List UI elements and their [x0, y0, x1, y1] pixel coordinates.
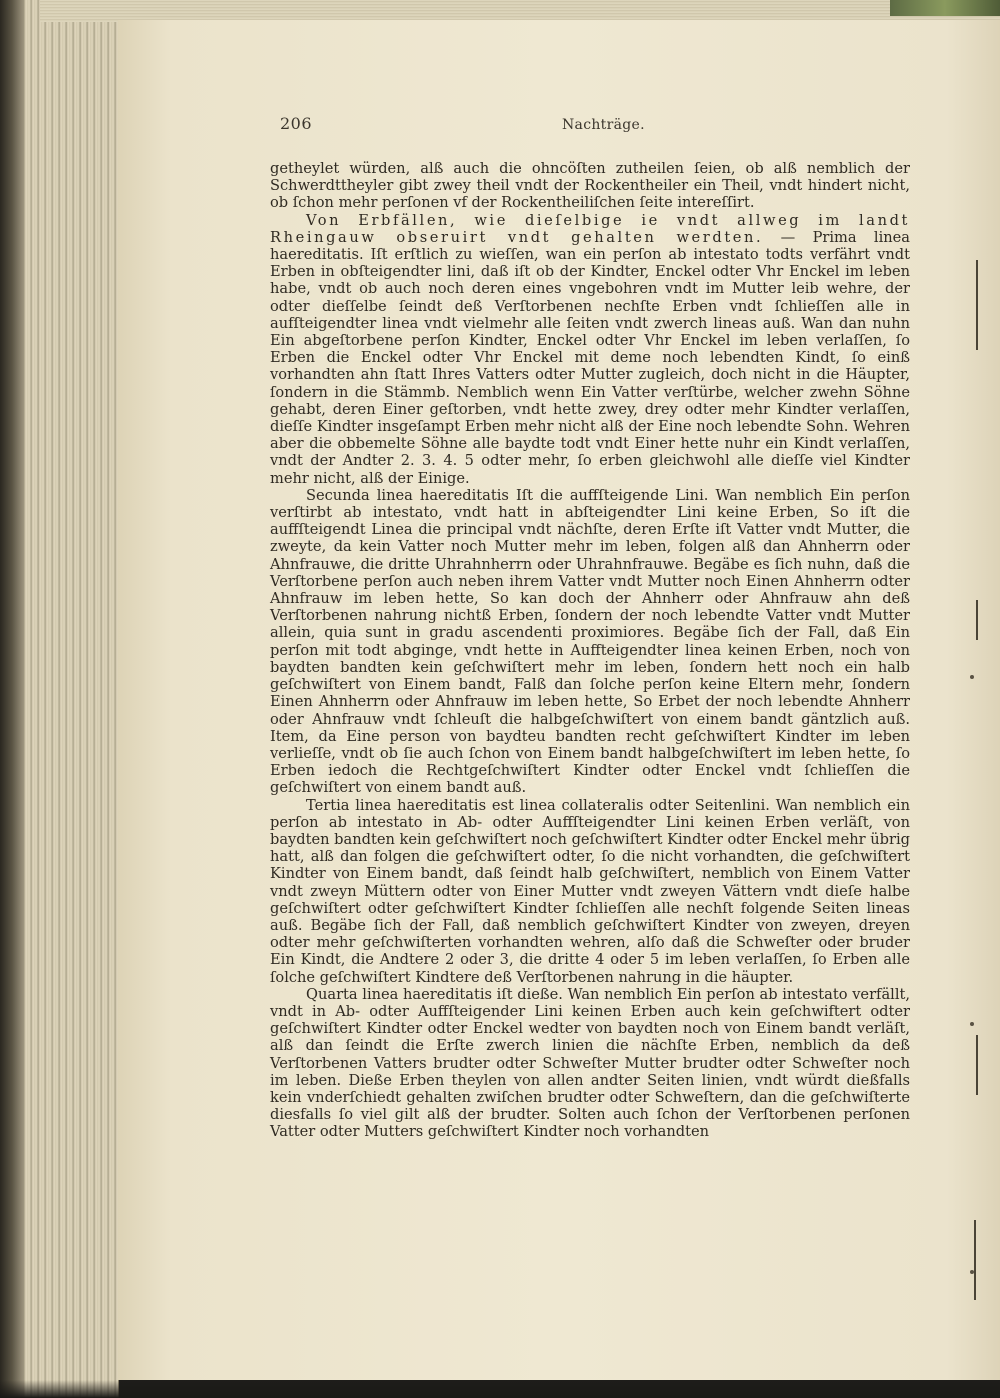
paragraph-4: Tertia linea haereditatis est linea collateralis odter Seitenlini. Wan nemblich ein perſon ab intestato in Ab- odter Auffſteigendter Lini keinen Erben verläſt, von baydten bandten kein geſchwiſtert noch geſchwiſtert Kindter odter Enckel mehr übrig hatt, alß dan folgen die geſchwiſtert odter, ſo die nicht vorhandten, die geſchwiſtert Kindter von Einem bandt, daß ſeindt halb geſchwiſtert, nemblich von Einem Vatter vndt zweyn Müttern odter von Einer Mutter vndt zweyen Vättern vndt dieſe halbe geſchwiſtert odter geſchwiſtert Kindter ſchlieſſen alle nechſt folgende Seiten lineas auß. Begäbe ſich der Fall, daß nemblich geſchwiſtert Kindter von zweyen, dreyen odter mehr geſchwiſterten vorhandten wehren, alſo daß die Schweſter oder bruder Ein Kindt, die Andtere 2 oder 3, die dritte 4 oder 5 im leben verlaſſen, ſo Erben alle ſolche geſchwiſtert Kindtere deß Verſtorbenen nahrung in die häupter.: [270, 796, 910, 986]
page-edges: [0, 0, 119, 1398]
margin-mark: [970, 1270, 974, 1274]
book-page: [118, 20, 1000, 1380]
margin-rule: [974, 1220, 976, 1300]
bookmark-ribbon: [890, 0, 1000, 16]
page-header: [280, 114, 840, 144]
paragraph-2-text: — Prima linea haereditatis. Iſt erſtlich zu wieſſen, wan ein perſon ab intestato todts verfährt vndt Erben in obſteigendter lini, daß iſt ob der Kindter, Enckel odter Vhr Enckel im leben habe, vndt ob auch noch deren eines vngebohren vndt im Mutter leib wehre, der odter dieſſelbe ſeindt deß Verſtorbenen nechſte Erben vndt ſchlieſſen alle in aufſteigendter linea vndt vielmehr alle ſeiten vndt zwerch lineas auß. Wan dan nuhn Ein abgeſtorbene perſon Kindter, Enckel odter Vhr Enckel im leben verlaſſen, ſo Erben die Enckel odter Vhr Enckel mit deme noch lebendten Kindt, ſo einß vorhandten ahn ſtatt Ihres Vatters odter Mutter zugleich, doch nicht in die Häupter, ſondern in die Stämmb. Nemblich wenn Ein Vatter verſtürbe, welcher zwehn Söhne gehabt, deren Einer geſtorben, vndt hette zwey, drey odter mehr Kindter verlaſſen, dieſſe Kindter insgeſampt Erben mehr nicht alß der Eine noch lebendte Sohn. Wehren aber die obbemelte Söhne alle baydte todt vndt Einer hette nuhr ein Kindt verlaſſen, vndt der Andter 2. 3. 4. 5 odter mehr, ſo erben gleichwohl alle dieſſe viel Kindter mehr nicht, alß der Einige.: [270, 228, 910, 487]
paragraph-5: Quarta linea haereditatis iſt dieße. Wan nemblich Ein perſon ab intestato verfällt, vndt in Ab- odter Auffſteigender Lini keinen Erben auch kein geſchwiftert odter geſchwiſtert Kindter odter Enckel wedter von baydten noch von Einem bandt verläſt, alß dan ſeindt die Erſte zwerch linien die nächſte Erben, nemblich da deß Verſtorbenen Vatters brudter odter Schweſter Mutter brudter odter Schweſter noch im leben. Dieße Erben theylen von allen andter Seiten linien, vndt würdt dießfalls kein vnderſchiedt gehalten zwiſchen brudter odter Schweſtern, dan die geſchwiſterte diesfalls ſo viel gilt alß der brudter. Solten auch ſchon der Verſtorbenen perſonen Vatter odter Mutters geſchwiſtert Kindter noch vorhandten: [270, 985, 910, 1141]
running-head: Nachträge.: [562, 117, 645, 133]
paragraph-2: [270, 212, 910, 487]
page-number: 206: [280, 114, 313, 133]
section-heading: Von Erbfällen, wie dieſelbige ie vndt allweg im landt Rheingauw obseruirt vndt gehalten werdten.: [270, 211, 910, 246]
paragraph-3: Secunda linea haereditatis Iſt die auffſteigende Lini. Wan nemblich Ein perſon verſtirbt ab intestato, vndt hatt in abſteigendter Lini keine Erben, So iſt die auffſteigendt Linea die principal vndt nächſte, deren Erſte iſt Vatter vndt Mutter, die zweyte, da kein Vatter noch Mutter mehr im leben, folgen alß dan Ahnherrn oder Ahnfrauwe, die dritte Uhrahnherrn oder Uhrahnfrauwe. Begäbe es ſich nuhn, daß die Verſtorbene perſon auch neben ihrem Vatter vndt Mutter noch Einen Ahnherrn odter Ahnfrauw im leben hette, So kan doch der Ahnherr oder Ahnfrauw ahn deß Verſtorbenen nahrung nichtß Erben, ſondern der noch lebendte Vatter vndt Mutter allein, quia sunt in gradu ascendenti proximiores. Begäbe ſich der Fall, daß Ein perſon mit todt abginge, vndt hette in Auffteigendter linea keinen Erben, noch von baydten bandten kein geſchwiſtert mehr im leben, ſondern hett noch ein halb geſchwiſtert von Einem bandt, Falß dan ſolche perſon keine Eltern mehr, ſondern Einen Ahnherrn oder Ahnfrauw im leben hette, So Erbet der noch lebendte Ahnherr oder Ahnfrauw vndt ſchleuſt die halbgeſchwiſtert von einem bandt gäntzlich auß. Item, da Eine person von baydteu bandten recht geſchwiſtert Kindter im leben verlieſſe, vndt ob ſie auch ſchon von Einem bandt halbgeſchwiſtert im leben hette, ſo Erben iedoch die Rechtgeſchwiſtert Kindter odter Enckel vndt ſchlieſſen die geſchwiſtert von einem bandt auß.: [270, 486, 910, 797]
margin-rule: [976, 600, 978, 640]
margin-mark: [970, 675, 974, 679]
body-text: [270, 160, 910, 1141]
bottom-shadow: [0, 1380, 1000, 1398]
margin-mark: [970, 1022, 974, 1026]
margin-rule: [976, 1035, 978, 1095]
top-page-edges: [40, 0, 1000, 22]
margin-rule: [976, 260, 978, 350]
paragraph-1: getheylet würden, alß auch die ohncöſten zutheilen ſeien, ob alß nemblich der Schwerdttheyler gibt zwey theil vndt der Rockentheiler ein Theil, vndt hindert nicht, ob ſchon mehr perſonen vf der Rockentheiliſchen ſeite intereſſirt.: [270, 160, 910, 212]
